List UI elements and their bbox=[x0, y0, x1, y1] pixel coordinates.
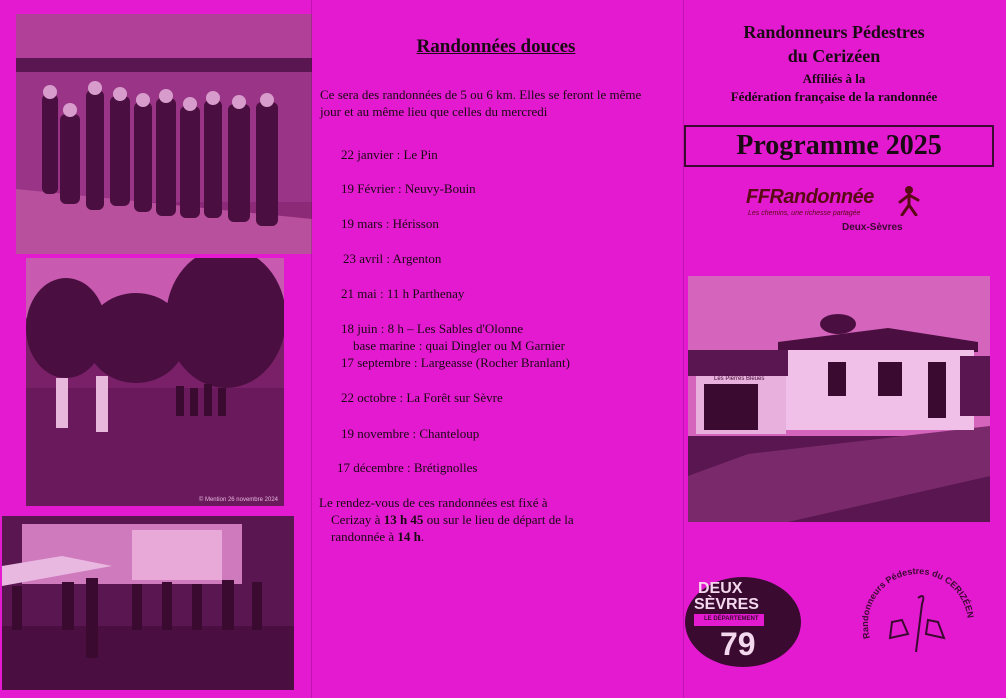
hike-item bbox=[341, 216, 439, 232]
meeting-info bbox=[319, 494, 649, 545]
ffrandonnee-logo bbox=[746, 186, 926, 238]
club-name-line-2: du Cerizéen bbox=[787, 46, 881, 66]
club-name bbox=[684, 20, 984, 68]
intro-text: Ce sera des randonnées de 5 ou 6 km. Elles se feront le même jour et au même lieu que celles du mercredi bbox=[320, 87, 642, 119]
dept-logo-line-3: LE DÉPARTEMENT bbox=[704, 616, 759, 622]
hike-place: 8 h – Les Sables d'Olonne bbox=[387, 321, 524, 336]
hike-date: 19 novembre : bbox=[341, 426, 417, 441]
club-name-line-1: Randonneurs Pédestres bbox=[743, 22, 925, 42]
photo-building bbox=[688, 276, 990, 522]
hike-date: 19 Février : bbox=[341, 181, 402, 196]
hike-place: Hérisson bbox=[392, 216, 439, 231]
hike-item bbox=[341, 286, 464, 302]
program-title: Programme 2025 bbox=[684, 125, 994, 167]
hike-place: Largeasse (Rocher Branlant) bbox=[420, 355, 570, 370]
hike-detail: base marine : quai Dingler ou M Garnier bbox=[353, 338, 565, 353]
meeting-line-2 bbox=[319, 511, 649, 528]
ffr-department: Deux-Sèvres bbox=[842, 222, 903, 233]
hike-item bbox=[341, 355, 570, 371]
left-panel bbox=[0, 0, 310, 698]
meeting-line-3 bbox=[319, 528, 649, 545]
svg-text:Randonneurs Pédestres du CERIZ bbox=[860, 566, 976, 640]
meeting-place: Cerizay à bbox=[331, 512, 384, 527]
start-label: randonnée à bbox=[331, 529, 398, 544]
hike-date: 18 juin : bbox=[341, 321, 385, 336]
photo-group-field bbox=[26, 258, 284, 506]
right-panel bbox=[684, 0, 1006, 698]
photo-credit: © Mention 26 novembre 2024 bbox=[198, 497, 278, 503]
meeting-time: 13 h 45 bbox=[383, 512, 424, 527]
hike-item bbox=[341, 426, 479, 442]
dept-logo-number: 79 bbox=[720, 626, 756, 662]
hike-item bbox=[341, 147, 438, 163]
club-seal-text: Randonneurs Pédestres du CERIZÉEN bbox=[859, 565, 976, 640]
hike-date: 21 mai : bbox=[341, 286, 384, 301]
start-time: 14 h bbox=[397, 529, 421, 544]
meeting-line-1: Le rendez-vous de ces randonnées est fixé à bbox=[319, 495, 548, 510]
photo-group-lakeside bbox=[16, 14, 312, 254]
meeting-alt: ou sur le lieu de départ de la bbox=[423, 512, 574, 527]
photo-group-village bbox=[2, 516, 294, 690]
hiker-icon bbox=[896, 186, 922, 216]
ffr-brand: FFRandonnée bbox=[746, 186, 874, 208]
hike-place: Chanteloup bbox=[419, 426, 480, 441]
hike-place: Brétignolles bbox=[413, 460, 478, 475]
hike-date: 22 octobre : bbox=[341, 390, 404, 405]
club-seal bbox=[856, 558, 980, 682]
dept-logo-line-1: DEUX bbox=[698, 580, 743, 597]
section-title: Randonnées douces bbox=[416, 36, 576, 57]
hike-place: Neuvy-Bouin bbox=[404, 181, 476, 196]
period: . bbox=[420, 529, 425, 544]
hike-date: 23 avril : bbox=[343, 251, 390, 266]
dept-logo-line-2: SÈVRES bbox=[694, 596, 759, 613]
deux-sevres-department-logo bbox=[684, 574, 802, 669]
hike-item bbox=[341, 390, 503, 406]
hike-date: 17 décembre : bbox=[337, 460, 411, 475]
hike-date: 17 septembre : bbox=[341, 355, 418, 370]
middle-panel bbox=[311, 0, 681, 698]
hike-place: Le Pin bbox=[403, 147, 438, 162]
hike-item bbox=[337, 460, 477, 476]
hike-item bbox=[343, 251, 441, 267]
hike-item bbox=[341, 320, 565, 354]
hike-date: 19 mars : bbox=[341, 216, 390, 231]
hike-item bbox=[341, 181, 476, 197]
hike-place: Argenton bbox=[392, 251, 442, 266]
hike-date: 22 janvier : bbox=[341, 147, 401, 162]
building-sign: Les Pierres Bleues bbox=[714, 376, 765, 382]
affiliation-line-2: Fédération française de la randonnée bbox=[730, 89, 938, 104]
ffr-tagline: Les chemins, une richesse partagée bbox=[748, 210, 861, 217]
affiliation-line-1: Affiliés à la bbox=[802, 71, 866, 86]
affiliation bbox=[684, 70, 984, 106]
hike-place: La Forêt sur Sèvre bbox=[406, 390, 503, 405]
hike-place: 11 h Parthenay bbox=[386, 286, 465, 301]
